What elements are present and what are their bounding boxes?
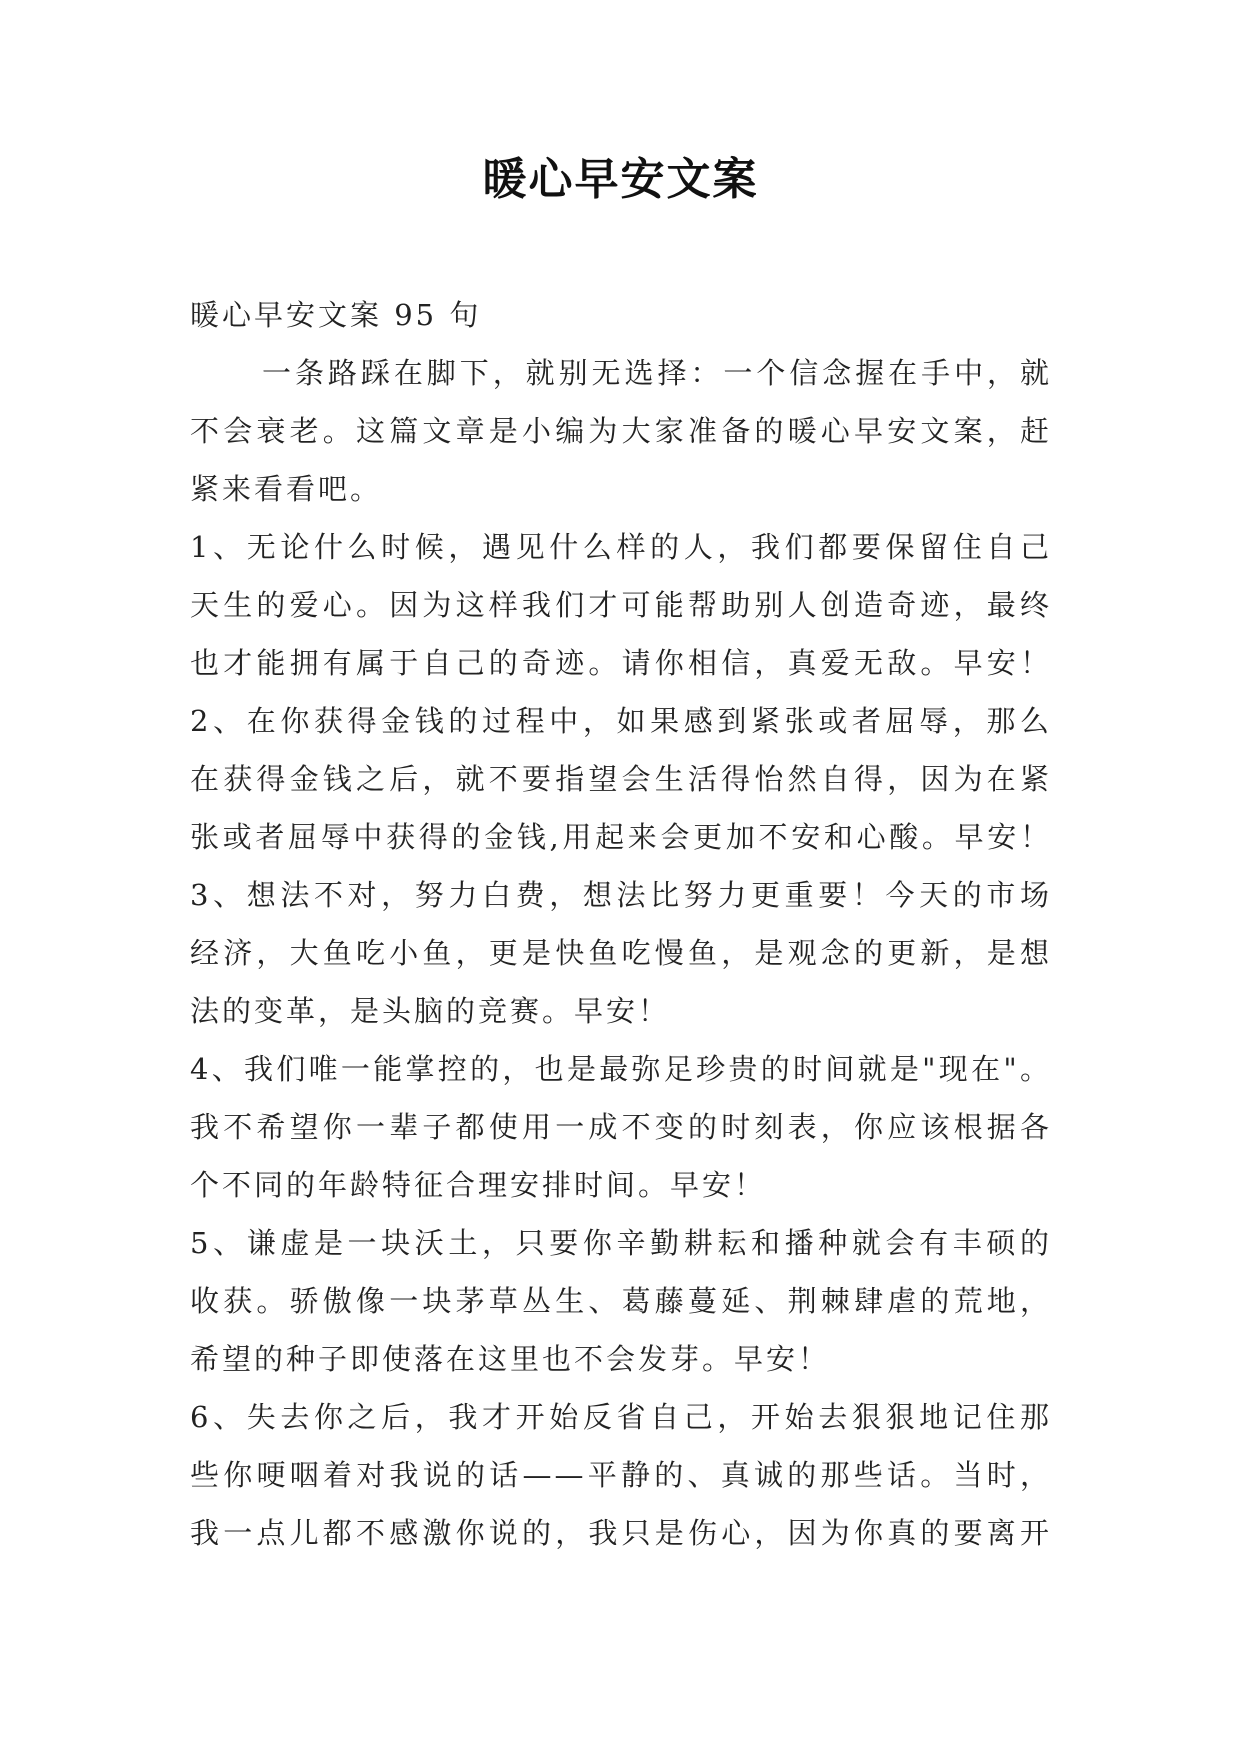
item-line: 在获得金钱之后，就不要指望会生活得怡然自得，因为在紧 (190, 762, 1052, 796)
item-line: 法的变革，是头脑的竞赛。早安！ (190, 994, 671, 1028)
item-line: 张或者屈辱中获得的金钱,用起来会更加不安和心酸。早安！ (190, 820, 1052, 854)
list-item-5 (190, 1214, 1052, 1388)
item-line: 希望的种子即使落在这里也不会发芽。早安！ (190, 1342, 831, 1376)
intro-paragraph (190, 344, 1052, 518)
list-item-4 (190, 1040, 1052, 1214)
intro-line: 一条路踩在脚下，就别无选择：一个信念握在手中，就 (262, 356, 1052, 390)
item-line: 2、在你获得金钱的过程中，如果感到紧张或者屈辱，那么 (190, 704, 1052, 738)
item-line: 1、无论什么时候，遇见什么样的人，我们都要保留住自己 (190, 530, 1052, 564)
list-item-1 (190, 518, 1052, 692)
item-line: 经济，大鱼吃小鱼，更是快鱼吃慢鱼，是观念的更新，是想 (190, 936, 1052, 970)
item-line: 我不希望你一辈子都使用一成不变的时刻表，你应该根据各 (190, 1110, 1052, 1144)
item-line: 6、失去你之后，我才开始反省自己，开始去狠狠地记住那 (190, 1400, 1052, 1434)
item-line: 5、谦虚是一块沃土，只要你辛勤耕耘和播种就会有丰硕的 (190, 1226, 1052, 1260)
document-body (190, 286, 1052, 1562)
item-line: 3、想法不对，努力白费，想法比努力更重要！今天的市场 (190, 878, 1052, 912)
item-line: 4、我们唯一能掌控的，也是最弥足珍贵的时间就是"现在"。 (190, 1052, 1052, 1086)
item-line: 些你哽咽着对我说的话——平静的、真诚的那些话。当时， (190, 1458, 1052, 1492)
item-line: 天生的爱心。因为这样我们才可能帮助别人创造奇迹，最终 (190, 588, 1052, 622)
item-line: 收获。骄傲像一块茅草丛生、葛藤蔓延、荆棘肆虐的荒地， (190, 1284, 1052, 1318)
intro-line: 不会衰老。这篇文章是小编为大家准备的暖心早安文案，赶 (190, 414, 1052, 448)
item-line: 个不同的年龄特征合理安排时间。早安！ (190, 1168, 767, 1202)
list-item-3 (190, 866, 1052, 1040)
item-line: 我一点儿都不感激你说的，我只是伤心，因为你真的要离开 (190, 1516, 1052, 1550)
intro-line: 紧来看看吧。 (190, 472, 383, 506)
list-item-6 (190, 1388, 1052, 1562)
document-subtitle: 暖心早安文案 95 句 (190, 298, 482, 332)
list-item-2 (190, 692, 1052, 866)
item-line: 也才能拥有属于自己的奇迹。请你相信，真爱无敌。早安！ (190, 646, 1052, 680)
document-title: 暖心早安文案 (482, 154, 759, 205)
